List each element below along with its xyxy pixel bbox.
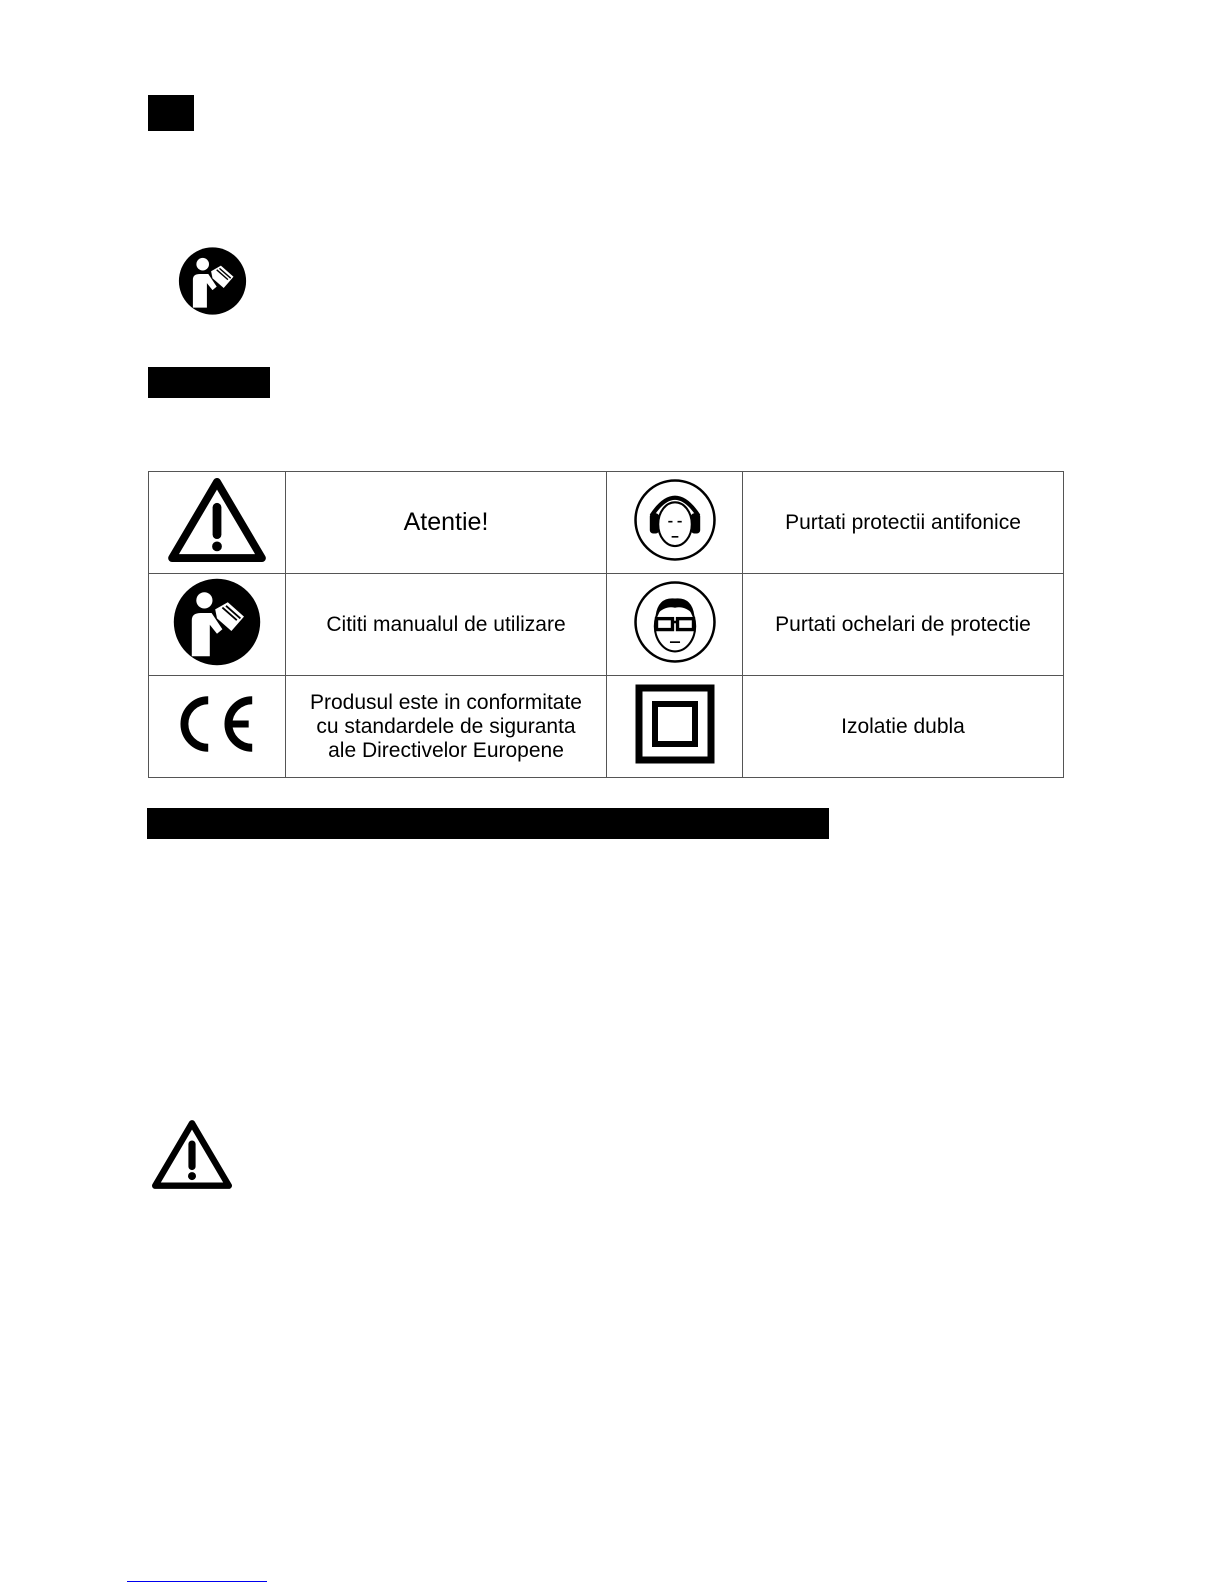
symbol-label-cell (743, 472, 1064, 574)
ce-mark-icon (173, 692, 261, 756)
read-manual-icon (176, 246, 249, 316)
symbol-label: Purtati protectii antifonice (785, 510, 1021, 534)
redacted-heading-2 (148, 367, 270, 398)
symbol-label-cell (286, 574, 607, 676)
symbol-cell (149, 574, 286, 676)
symbol-cell (149, 676, 286, 778)
double-insulation-icon (635, 684, 715, 764)
symbol-cell (607, 574, 743, 676)
hearing-protection-icon (633, 478, 717, 562)
eye-protection-icon (633, 580, 717, 664)
symbol-label-cell (743, 574, 1064, 676)
redacted-heading-3 (147, 808, 829, 839)
warning-triangle-icon (152, 1120, 232, 1189)
symbol-label-cell (286, 676, 607, 778)
table-row (149, 574, 1064, 676)
symbol-label-cell (743, 676, 1064, 778)
symbol-cell (607, 676, 743, 778)
warning-triangle-icon (168, 478, 266, 562)
symbol-label: Purtati ochelari de protectie (775, 612, 1031, 636)
symbol-label: Produsul este in conformitate cu standardele de siguranta ale Directivelor Europene (310, 690, 582, 762)
symbol-label: Cititi manualul de utilizare (326, 612, 566, 636)
symbol-label: Izolatie dubla (841, 714, 965, 738)
symbol-label: Atentie! (403, 508, 489, 536)
table-row (149, 676, 1064, 778)
symbol-cell (149, 472, 286, 574)
symbol-label-cell (286, 472, 607, 574)
read-manual-icon (172, 577, 262, 667)
redacted-heading-1 (148, 95, 194, 131)
symbol-cell (607, 472, 743, 574)
footer-link-underline (127, 1581, 267, 1582)
symbols-table (148, 471, 1064, 778)
table-row (149, 472, 1064, 574)
